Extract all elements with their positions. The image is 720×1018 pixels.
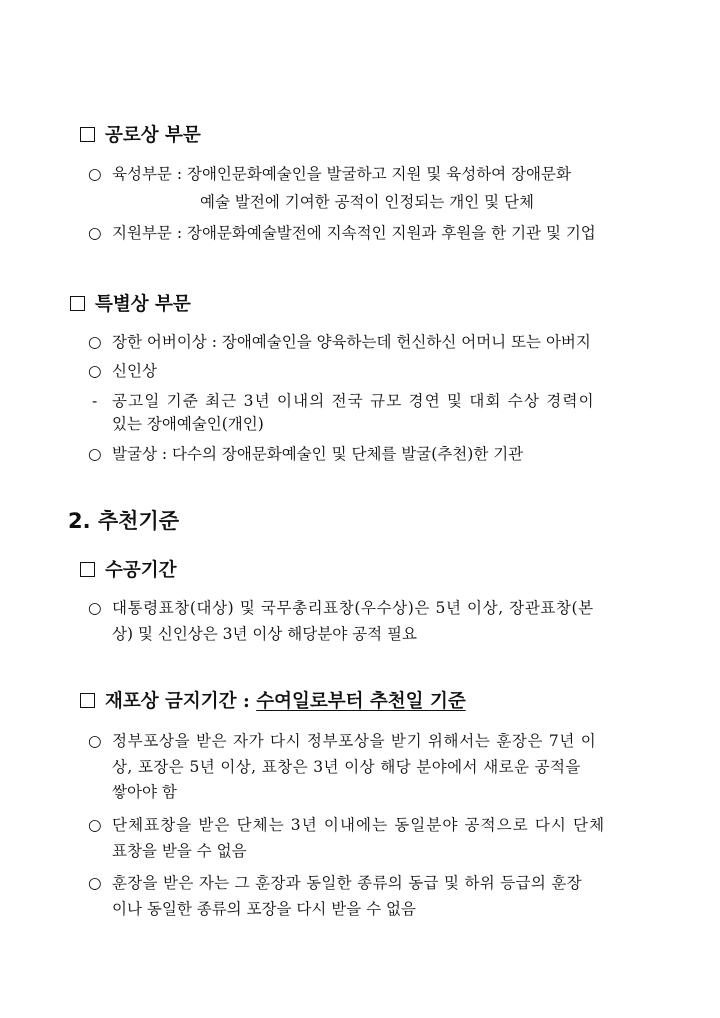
merit-item-1-line1: 육성부문 : 장애인문화예술인을 발굴하고 지원 및 육성하여 장애문화 xyxy=(112,165,571,183)
criteria-heading: 2. 추천기준 xyxy=(68,509,180,533)
merit-section-heading xyxy=(80,121,201,147)
restriction-item-3-line1: 훈장을 받은 자는 그 훈장과 동일한 종류의 동급 및 하위 등급의 훈장 xyxy=(112,874,582,892)
merit-item-2-line1: 지원부문 : 장애문화예술발전에 지속적인 지원과 후원을 한 기관 및 기업 xyxy=(112,224,596,242)
merit-item-1-line2: 예술 발전에 기여한 공적이 인정되는 개인 및 단체 xyxy=(200,193,534,211)
special-item-4 xyxy=(88,442,523,464)
dash-bullet-icon: - xyxy=(92,392,98,410)
restriction-section-heading xyxy=(80,687,466,713)
special-section-title: 특별상 부문 xyxy=(95,294,191,315)
restriction-item-1-line2: 상, 포장은 5년 이상, 표창은 3년 이상 해당 분야에서 새로운 공적을 xyxy=(112,758,581,776)
special-item-1 xyxy=(88,330,591,352)
period-item-1-line1: 대통령표창(대상) 및 국무총리표창(우수상)은 5년 이상, 장관표창(본 xyxy=(112,599,594,617)
period-item-1 xyxy=(88,596,594,618)
restriction-item-1-cont2 xyxy=(112,780,177,802)
special-item-3-line2: 있는 장애예술인(개인) xyxy=(112,415,264,433)
restriction-item-1-cont xyxy=(112,755,581,777)
merit-item-1 xyxy=(88,162,571,184)
merit-item-1-cont xyxy=(200,190,534,212)
circle-bullet-icon: ○ xyxy=(88,224,102,242)
checkbox-square-icon xyxy=(80,127,95,142)
period-item-1-cont xyxy=(112,622,417,644)
special-item-2-line1: 신인상 xyxy=(112,362,157,380)
checkbox-square-icon xyxy=(80,693,95,708)
restriction-item-2-cont xyxy=(112,839,247,861)
special-item-2 xyxy=(88,359,157,381)
special-section-heading xyxy=(70,290,191,316)
restriction-item-3-line2: 이나 동일한 종류의 포장을 다시 받을 수 없음 xyxy=(112,900,417,918)
checkbox-square-icon xyxy=(80,562,95,577)
restriction-item-1-line3: 쌓아야 함 xyxy=(112,783,177,801)
circle-bullet-icon: ○ xyxy=(88,165,102,183)
special-item-3-cont xyxy=(112,412,264,434)
special-item-1-line1: 장한 어버이상 : 장애예술인을 양육하는데 헌신하신 어머니 또는 아버지 xyxy=(112,333,591,351)
restriction-item-1-line1: 정부포상을 받은 자가 다시 정부포상을 받기 위해서는 훈장은 7년 이 xyxy=(112,732,597,750)
restriction-item-2-line1: 단체표창을 받은 단체는 3년 이내에는 동일분야 공적으로 다시 단체 xyxy=(112,816,606,834)
restriction-title-prefix: 재포상 금지기간 : xyxy=(105,691,257,712)
restriction-item-2-line2: 표창을 받을 수 없음 xyxy=(112,842,247,860)
circle-bullet-icon: ○ xyxy=(88,816,102,834)
restriction-title-underlined: 수여일로부터 추천일 기준 xyxy=(256,691,466,712)
checkbox-square-icon xyxy=(70,296,85,311)
period-item-1-line2: 상) 및 신인상은 3년 이상 해당분야 공적 필요 xyxy=(112,625,417,643)
restriction-item-1 xyxy=(88,729,596,751)
circle-bullet-icon: ○ xyxy=(88,732,102,750)
circle-bullet-icon: ○ xyxy=(88,874,102,892)
period-section-heading xyxy=(80,556,176,582)
circle-bullet-icon: ○ xyxy=(88,333,102,351)
circle-bullet-icon: ○ xyxy=(88,445,102,463)
restriction-item-2 xyxy=(88,813,605,835)
restriction-item-3-cont xyxy=(112,897,416,919)
circle-bullet-icon: ○ xyxy=(88,599,102,617)
circle-bullet-icon: ○ xyxy=(88,362,102,380)
merit-section-title: 공로상 부문 xyxy=(105,125,201,146)
period-section-title: 수공기간 xyxy=(105,560,177,581)
special-item-3-line1: 공고일 기준 최근 3년 이내의 전국 규모 경연 및 대회 수상 경력이 xyxy=(112,392,595,410)
special-item-3 xyxy=(92,389,595,411)
merit-item-2 xyxy=(88,221,596,243)
special-item-4-line1: 발굴상 : 다수의 장애문화예술인 및 단체를 발굴(추천)한 기관 xyxy=(112,445,524,463)
restriction-item-3 xyxy=(88,871,582,893)
